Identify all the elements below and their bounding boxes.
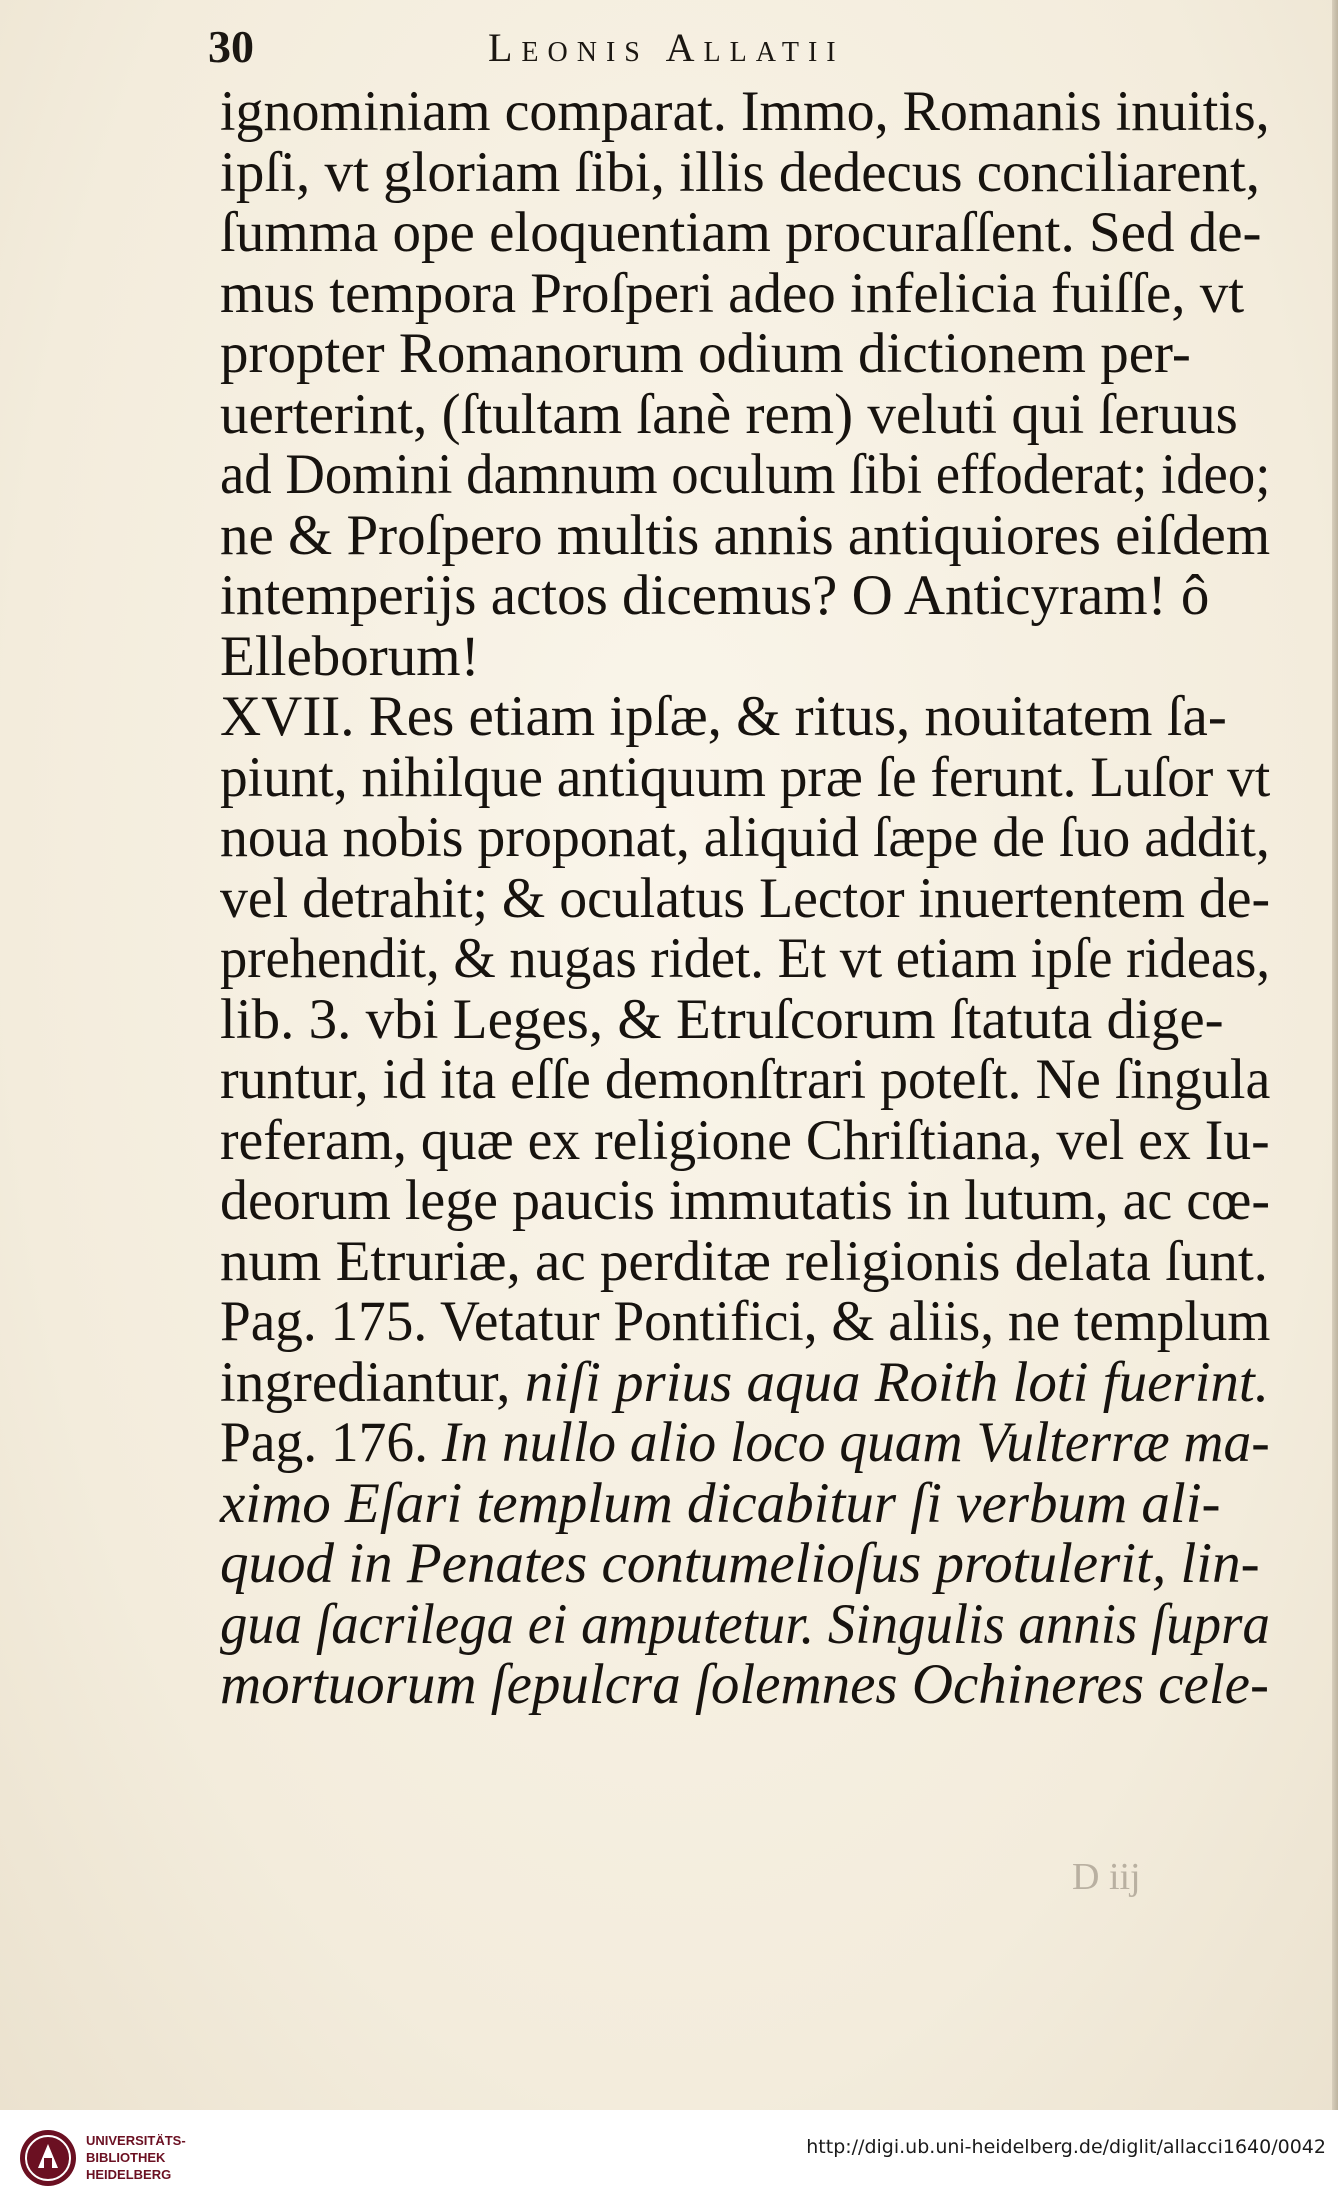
- source-url-link[interactable]: http://digi.ub.uni-heidelberg.de/diglit/allacci1640/0042: [806, 2136, 1326, 2158]
- section-heading-line: XVII. Res etiam ipſæ, & ritus, nouitatem ſa-: [220, 685, 1227, 748]
- italic-line: mortuorum ſepulcra ſolemnes Ochineres cele-: [220, 1653, 1269, 1716]
- text-line: runtur, id ita eſſe demonſtrari poteſt. Ne ſingula: [220, 1048, 1271, 1111]
- text-line: Elleborum!: [220, 624, 480, 688]
- roman-text: Pag. 176.: [220, 1411, 442, 1474]
- text-line: piunt, nihilque antiquum præ ſe ferunt. Luſor vt: [220, 745, 1271, 809]
- library-name: [86, 2132, 186, 2183]
- italic-line: ximo Eſari templum dicabitur ſi verbum ali-: [220, 1471, 1221, 1535]
- text-line: uerterint, (ſtultam ſanè rem) veluti qui ſeruus: [220, 382, 1238, 446]
- library-line: HEIDELBERG: [86, 2167, 172, 2182]
- text-line: prehendit, & nugas ridet. Et vt etiam ipſe rideas,: [220, 927, 1271, 990]
- text-line: num Etruriæ, ac perditæ religionis delata ſunt.: [220, 1229, 1268, 1293]
- library-line: UNIVERSITÄTS-: [86, 2133, 186, 2148]
- text-line: vel detrahit; & oculatus Lector inuertentem de-: [220, 866, 1271, 930]
- library-line: BIBLIOTHEK: [86, 2150, 166, 2165]
- text-line: ad Domini damnum oculum ſibi effoderat; ideo;: [220, 443, 1271, 506]
- text-line: deorum lege paucis immutatis in lutum, ac cœ-: [220, 1169, 1271, 1232]
- text-line: [220, 1350, 1270, 1414]
- roman-text: ingrediantur,: [220, 1350, 525, 1414]
- italic-quote: In nullo alio loco quam Vulterræ ma-: [441, 1411, 1270, 1474]
- text-line: mus tempora Proſperi adeo infelicia fuiſſe, vt: [220, 261, 1245, 325]
- text-line: propter Romanorum odium dictionem per-: [220, 322, 1191, 385]
- text-line: lib. 3. vbi Leges, & Etruſcorum ſtatuta dige-: [220, 987, 1224, 1051]
- text-line: ne & Proſpero multis annis antiquiores eiſdem: [220, 503, 1271, 567]
- page-number: 30: [208, 21, 254, 72]
- text-line: [220, 1411, 1270, 1474]
- body-text: [220, 82, 1270, 1716]
- italic-line: gua ſacrilega ei amputetur. Singulis annis ſupra: [220, 1592, 1270, 1656]
- text-line: ignominiam comparat. Immo, Romanis inuitis,: [220, 80, 1270, 143]
- page-edge-shadow: [1332, 0, 1338, 2110]
- text-line: noua nobis proponat, aliquid ſæpe de ſuo addit,: [220, 806, 1270, 869]
- university-seal-icon: [18, 2128, 78, 2188]
- running-head: Leonis Allatii: [488, 25, 845, 70]
- italic-quote: niſi prius aqua Roith loti fuerint.: [524, 1350, 1269, 1414]
- text-line: referam, quæ ex religione Chriſtiana, vel ex Iu-: [220, 1108, 1270, 1172]
- text-line: intemperijs actos dicemus? O Anticyram! ô: [220, 564, 1210, 627]
- signature-mark: D iij: [1072, 1856, 1141, 1898]
- digitization-footer: [0, 2110, 1338, 2207]
- page-header: [208, 20, 1008, 80]
- text-line: ipſi, vt gloriam ſibi, illis dedecus conciliarent,: [220, 140, 1261, 204]
- text-line: ſumma ope eloquentiam procuraſſent. Sed de-: [220, 201, 1262, 264]
- italic-line: quod in Penates contumelioſus protulerit, lin-: [220, 1532, 1260, 1595]
- text-line: Pag. 175. Vetatur Pontifici, & aliis, ne templum: [220, 1290, 1271, 1353]
